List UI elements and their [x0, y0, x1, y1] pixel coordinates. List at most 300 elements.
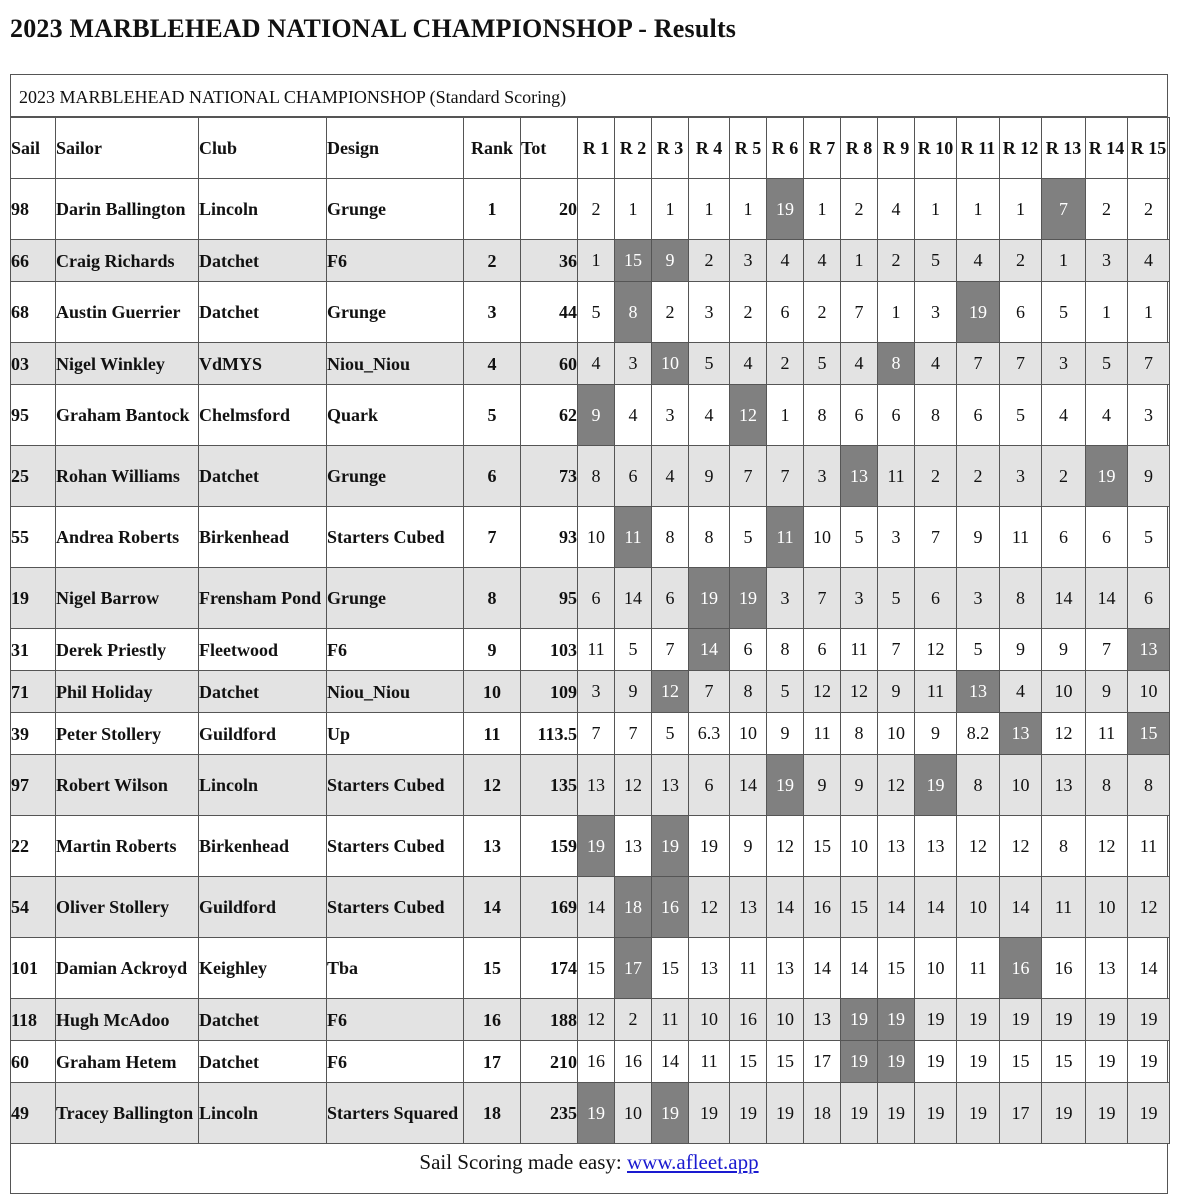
race-score-cell: 4 [689, 385, 730, 446]
race-score-cell: 10 [578, 507, 615, 568]
race-score-cell: 10 [652, 343, 689, 385]
race-score-cell: 13 [841, 446, 878, 507]
race-score-cell: 9 [841, 755, 878, 816]
race-score-cell: 6 [1086, 507, 1128, 568]
race-score-cell: 19 [1086, 999, 1128, 1041]
design-cell: Grunge [327, 446, 464, 507]
race-score-cell: 19 [878, 999, 915, 1041]
race-score-cell: 3 [767, 568, 804, 629]
race-score-cell: 6 [1128, 568, 1170, 629]
sailor-cell: Graham Bantock [56, 385, 199, 446]
race-score-cell: 8 [841, 713, 878, 755]
race-score-cell: 11 [915, 671, 957, 713]
race-score-cell: 14 [615, 568, 652, 629]
total-cell: 73 [521, 446, 578, 507]
race-score-cell: 1 [578, 240, 615, 282]
race-score-cell: 13 [1042, 755, 1086, 816]
race-score-cell: 3 [689, 282, 730, 343]
rank-cell: 11 [464, 713, 521, 755]
sailor-cell: Andrea Roberts [56, 507, 199, 568]
sailor-cell: Graham Hetem [56, 1041, 199, 1083]
table-row [11, 568, 1170, 629]
race-score-cell: 13 [1086, 938, 1128, 999]
race-score-cell: 4 [578, 343, 615, 385]
design-cell: Grunge [327, 568, 464, 629]
header-race-5: R 5 [730, 118, 767, 179]
race-score-cell: 15 [652, 938, 689, 999]
race-score-cell: 13 [767, 938, 804, 999]
race-score-cell: 11 [1000, 507, 1042, 568]
race-score-cell: 11 [1128, 816, 1170, 877]
race-score-cell: 11 [578, 629, 615, 671]
sail-cell: 55 [11, 507, 56, 568]
club-cell: Datchet [199, 671, 327, 713]
race-score-cell: 6 [578, 568, 615, 629]
club-cell: Datchet [199, 999, 327, 1041]
race-score-cell: 1 [652, 179, 689, 240]
race-score-cell: 11 [841, 629, 878, 671]
race-score-cell: 14 [689, 629, 730, 671]
total-cell: 93 [521, 507, 578, 568]
sailor-cell: Hugh McAdoo [56, 999, 199, 1041]
race-score-cell: 8 [730, 671, 767, 713]
sail-cell: 66 [11, 240, 56, 282]
header-race-2: R 2 [615, 118, 652, 179]
race-score-cell: 7 [1000, 343, 1042, 385]
race-score-cell: 4 [957, 240, 1000, 282]
race-score-cell: 1 [689, 179, 730, 240]
rank-cell: 5 [464, 385, 521, 446]
sailor-cell: Phil Holiday [56, 671, 199, 713]
total-cell: 159 [521, 816, 578, 877]
sailor-cell: Nigel Barrow [56, 568, 199, 629]
race-score-cell: 9 [1128, 446, 1170, 507]
race-score-cell: 5 [689, 343, 730, 385]
sail-cell: 49 [11, 1083, 56, 1144]
header-race-15: R 15 [1128, 118, 1170, 179]
rank-cell: 8 [464, 568, 521, 629]
race-score-cell: 8 [878, 343, 915, 385]
race-score-cell: 2 [689, 240, 730, 282]
race-score-cell: 19 [915, 1041, 957, 1083]
race-score-cell: 13 [689, 938, 730, 999]
club-cell: Lincoln [199, 755, 327, 816]
race-score-cell: 7 [957, 343, 1000, 385]
race-score-cell: 11 [878, 446, 915, 507]
sail-cell: 39 [11, 713, 56, 755]
race-score-cell: 12 [804, 671, 841, 713]
race-score-cell: 15 [841, 877, 878, 938]
race-score-cell: 7 [615, 713, 652, 755]
race-score-cell: 12 [730, 385, 767, 446]
race-score-cell: 13 [730, 877, 767, 938]
header-tot: Tot [521, 118, 578, 179]
race-score-cell: 11 [957, 938, 1000, 999]
race-score-cell: 14 [878, 877, 915, 938]
race-score-cell: 13 [957, 671, 1000, 713]
race-score-cell: 14 [841, 938, 878, 999]
rank-cell: 13 [464, 816, 521, 877]
race-score-cell: 2 [841, 179, 878, 240]
club-cell: Guildford [199, 877, 327, 938]
club-cell: Datchet [199, 446, 327, 507]
race-score-cell: 1 [730, 179, 767, 240]
race-score-cell: 19 [957, 282, 1000, 343]
race-score-cell: 19 [878, 1041, 915, 1083]
afleet-link[interactable]: www.afleet.app [627, 1150, 759, 1174]
header-sailor: Sailor [56, 118, 199, 179]
race-score-cell: 11 [615, 507, 652, 568]
race-score-cell: 9 [878, 671, 915, 713]
race-score-cell: 5 [1000, 385, 1042, 446]
design-cell: F6 [327, 1041, 464, 1083]
race-score-cell: 6.3 [689, 713, 730, 755]
race-score-cell: 3 [804, 446, 841, 507]
race-score-cell: 2 [878, 240, 915, 282]
race-score-cell: 2 [957, 446, 1000, 507]
header-race-14: R 14 [1086, 118, 1128, 179]
design-cell: Niou_Niou [327, 671, 464, 713]
race-score-cell: 2 [1000, 240, 1042, 282]
race-score-cell: 7 [1042, 179, 1086, 240]
total-cell: 20 [521, 179, 578, 240]
total-cell: 95 [521, 568, 578, 629]
race-score-cell: 12 [1128, 877, 1170, 938]
race-score-cell: 5 [957, 629, 1000, 671]
total-cell: 109 [521, 671, 578, 713]
race-score-cell: 16 [1042, 938, 1086, 999]
race-score-cell: 10 [915, 938, 957, 999]
rank-cell: 12 [464, 755, 521, 816]
header-race-11: R 11 [957, 118, 1000, 179]
sailor-cell: Robert Wilson [56, 755, 199, 816]
race-score-cell: 15 [878, 938, 915, 999]
race-score-cell: 7 [578, 713, 615, 755]
race-score-cell: 16 [1000, 938, 1042, 999]
race-score-cell: 14 [1086, 568, 1128, 629]
race-score-cell: 5 [1128, 507, 1170, 568]
header-race-7: R 7 [804, 118, 841, 179]
header-sail: Sail [11, 118, 56, 179]
race-score-cell: 1 [841, 240, 878, 282]
header-race-13: R 13 [1042, 118, 1086, 179]
race-score-cell: 19 [689, 1083, 730, 1144]
rank-cell: 1 [464, 179, 521, 240]
design-cell: F6 [327, 240, 464, 282]
race-score-cell: 9 [915, 713, 957, 755]
race-score-cell: 19 [1086, 1041, 1128, 1083]
sail-cell: 118 [11, 999, 56, 1041]
race-score-cell: 19 [1042, 1083, 1086, 1144]
race-score-cell: 9 [578, 385, 615, 446]
race-score-cell: 6 [915, 568, 957, 629]
race-score-cell: 13 [1128, 629, 1170, 671]
design-cell: Starters Cubed [327, 507, 464, 568]
race-score-cell: 1 [1086, 282, 1128, 343]
race-score-cell: 15 [615, 240, 652, 282]
race-score-cell: 4 [1086, 385, 1128, 446]
race-score-cell: 15 [730, 1041, 767, 1083]
design-cell: Starters Cubed [327, 877, 464, 938]
race-score-cell: 6 [730, 629, 767, 671]
sailor-cell: Rohan Williams [56, 446, 199, 507]
rank-cell: 16 [464, 999, 521, 1041]
race-score-cell: 19 [841, 1041, 878, 1083]
rank-cell: 7 [464, 507, 521, 568]
club-cell: Lincoln [199, 179, 327, 240]
club-cell: Chelmsford [199, 385, 327, 446]
sail-cell: 54 [11, 877, 56, 938]
race-score-cell: 5 [652, 713, 689, 755]
table-row [11, 240, 1170, 282]
race-score-cell: 11 [1042, 877, 1086, 938]
results-frame [10, 74, 1168, 1194]
race-score-cell: 9 [957, 507, 1000, 568]
race-score-cell: 19 [1086, 446, 1128, 507]
race-score-cell: 8.2 [957, 713, 1000, 755]
race-score-cell: 8 [1128, 755, 1170, 816]
total-cell: 210 [521, 1041, 578, 1083]
race-score-cell: 6 [689, 755, 730, 816]
race-score-cell: 3 [578, 671, 615, 713]
race-score-cell: 8 [804, 385, 841, 446]
race-score-cell: 5 [804, 343, 841, 385]
race-score-cell: 19 [841, 1083, 878, 1144]
header-rank: Rank [464, 118, 521, 179]
race-score-cell: 6 [652, 568, 689, 629]
race-score-cell: 12 [652, 671, 689, 713]
results-table [10, 117, 1170, 1144]
design-cell: Tba [327, 938, 464, 999]
sail-cell: 19 [11, 568, 56, 629]
race-score-cell: 16 [615, 1041, 652, 1083]
race-score-cell: 9 [730, 816, 767, 877]
rank-cell: 4 [464, 343, 521, 385]
race-score-cell: 3 [841, 568, 878, 629]
race-score-cell: 13 [1000, 713, 1042, 755]
race-score-cell: 5 [767, 671, 804, 713]
header-row [11, 118, 1170, 179]
race-score-cell: 1 [615, 179, 652, 240]
race-score-cell: 10 [1042, 671, 1086, 713]
race-score-cell: 8 [1000, 568, 1042, 629]
race-score-cell: 15 [767, 1041, 804, 1083]
table-row [11, 507, 1170, 568]
sail-cell: 68 [11, 282, 56, 343]
total-cell: 44 [521, 282, 578, 343]
race-score-cell: 2 [1086, 179, 1128, 240]
rank-cell: 2 [464, 240, 521, 282]
club-cell: Datchet [199, 1041, 327, 1083]
total-cell: 135 [521, 755, 578, 816]
total-cell: 188 [521, 999, 578, 1041]
race-score-cell: 13 [878, 816, 915, 877]
sailor-cell: Martin Roberts [56, 816, 199, 877]
race-score-cell: 14 [1000, 877, 1042, 938]
sailor-cell: Craig Richards [56, 240, 199, 282]
table-row [11, 1083, 1170, 1144]
header-race-8: R 8 [841, 118, 878, 179]
race-score-cell: 8 [957, 755, 1000, 816]
race-score-cell: 2 [915, 446, 957, 507]
table-row [11, 282, 1170, 343]
race-score-cell: 1 [767, 385, 804, 446]
race-score-cell: 10 [841, 816, 878, 877]
table-row [11, 713, 1170, 755]
race-score-cell: 19 [841, 999, 878, 1041]
race-score-cell: 3 [1000, 446, 1042, 507]
race-score-cell: 4 [615, 385, 652, 446]
club-cell: VdMYS [199, 343, 327, 385]
race-score-cell: 19 [578, 1083, 615, 1144]
race-score-cell: 12 [957, 816, 1000, 877]
race-score-cell: 8 [767, 629, 804, 671]
race-score-cell: 16 [804, 877, 841, 938]
race-score-cell: 3 [1128, 385, 1170, 446]
club-cell: Keighley [199, 938, 327, 999]
sailor-cell: Nigel Winkley [56, 343, 199, 385]
race-score-cell: 2 [804, 282, 841, 343]
race-score-cell: 19 [915, 1083, 957, 1144]
race-score-cell: 7 [730, 446, 767, 507]
race-score-cell: 5 [878, 568, 915, 629]
race-score-cell: 12 [767, 816, 804, 877]
race-score-cell: 7 [841, 282, 878, 343]
total-cell: 62 [521, 385, 578, 446]
race-score-cell: 7 [689, 671, 730, 713]
sailor-cell: Derek Priestly [56, 629, 199, 671]
sail-cell: 101 [11, 938, 56, 999]
sail-cell: 95 [11, 385, 56, 446]
race-score-cell: 6 [841, 385, 878, 446]
sail-cell: 22 [11, 816, 56, 877]
race-score-cell: 10 [957, 877, 1000, 938]
race-score-cell: 19 [957, 1041, 1000, 1083]
race-score-cell: 10 [767, 999, 804, 1041]
race-score-cell: 12 [878, 755, 915, 816]
sailor-cell: Tracey Ballington [56, 1083, 199, 1144]
race-score-cell: 5 [841, 507, 878, 568]
race-score-cell: 19 [689, 568, 730, 629]
race-score-cell: 2 [730, 282, 767, 343]
race-score-cell: 19 [1128, 1041, 1170, 1083]
race-score-cell: 12 [578, 999, 615, 1041]
race-score-cell: 11 [730, 938, 767, 999]
race-score-cell: 3 [1086, 240, 1128, 282]
club-cell: Frensham Pond [199, 568, 327, 629]
total-cell: 169 [521, 877, 578, 938]
race-score-cell: 19 [767, 179, 804, 240]
race-score-cell: 2 [767, 343, 804, 385]
race-score-cell: 6 [1042, 507, 1086, 568]
race-score-cell: 10 [730, 713, 767, 755]
race-score-cell: 15 [578, 938, 615, 999]
design-cell: Grunge [327, 179, 464, 240]
table-row [11, 446, 1170, 507]
race-score-cell: 7 [1128, 343, 1170, 385]
race-score-cell: 7 [767, 446, 804, 507]
club-cell: Lincoln [199, 1083, 327, 1144]
race-score-cell: 19 [957, 1083, 1000, 1144]
race-score-cell: 12 [1042, 713, 1086, 755]
race-score-cell: 6 [957, 385, 1000, 446]
race-score-cell: 19 [730, 568, 767, 629]
race-score-cell: 19 [957, 999, 1000, 1041]
race-score-cell: 7 [915, 507, 957, 568]
race-score-cell: 9 [615, 671, 652, 713]
table-row [11, 385, 1170, 446]
club-cell: Datchet [199, 240, 327, 282]
rank-cell: 9 [464, 629, 521, 671]
race-score-cell: 11 [689, 1041, 730, 1083]
race-score-cell: 8 [615, 282, 652, 343]
race-score-cell: 14 [1042, 568, 1086, 629]
rank-cell: 3 [464, 282, 521, 343]
race-score-cell: 12 [915, 629, 957, 671]
table-row [11, 938, 1170, 999]
sail-cell: 31 [11, 629, 56, 671]
race-score-cell: 6 [804, 629, 841, 671]
race-score-cell: 2 [652, 282, 689, 343]
race-score-cell: 8 [1086, 755, 1128, 816]
race-score-cell: 19 [767, 1083, 804, 1144]
race-score-cell: 4 [841, 343, 878, 385]
table-row [11, 671, 1170, 713]
race-score-cell: 1 [1000, 179, 1042, 240]
race-score-cell: 4 [1042, 385, 1086, 446]
club-cell: Birkenhead [199, 816, 327, 877]
table-row [11, 755, 1170, 816]
race-score-cell: 17 [804, 1041, 841, 1083]
race-score-cell: 8 [689, 507, 730, 568]
sail-cell: 03 [11, 343, 56, 385]
sail-cell: 98 [11, 179, 56, 240]
design-cell: Grunge [327, 282, 464, 343]
header-race-1: R 1 [578, 118, 615, 179]
race-score-cell: 4 [1128, 240, 1170, 282]
race-score-cell: 10 [1086, 877, 1128, 938]
table-row [11, 629, 1170, 671]
header-race-4: R 4 [689, 118, 730, 179]
race-score-cell: 9 [1000, 629, 1042, 671]
club-cell: Guildford [199, 713, 327, 755]
race-score-cell: 11 [652, 999, 689, 1041]
rank-cell: 6 [464, 446, 521, 507]
sailor-cell: Austin Guerrier [56, 282, 199, 343]
race-score-cell: 8 [652, 507, 689, 568]
race-score-cell: 9 [652, 240, 689, 282]
club-cell: Fleetwood [199, 629, 327, 671]
header-race-10: R 10 [915, 118, 957, 179]
design-cell: Starters Cubed [327, 755, 464, 816]
race-score-cell: 9 [1086, 671, 1128, 713]
race-score-cell: 15 [804, 816, 841, 877]
race-score-cell: 1 [957, 179, 1000, 240]
race-score-cell: 5 [1086, 343, 1128, 385]
race-score-cell: 1 [1128, 282, 1170, 343]
race-score-cell: 9 [804, 755, 841, 816]
race-score-cell: 3 [615, 343, 652, 385]
race-score-cell: 18 [804, 1083, 841, 1144]
race-score-cell: 13 [652, 755, 689, 816]
race-score-cell: 12 [1086, 816, 1128, 877]
race-score-cell: 4 [804, 240, 841, 282]
race-score-cell: 16 [578, 1041, 615, 1083]
race-score-cell: 13 [804, 999, 841, 1041]
race-score-cell: 8 [578, 446, 615, 507]
table-row [11, 816, 1170, 877]
race-score-cell: 15 [1000, 1041, 1042, 1083]
